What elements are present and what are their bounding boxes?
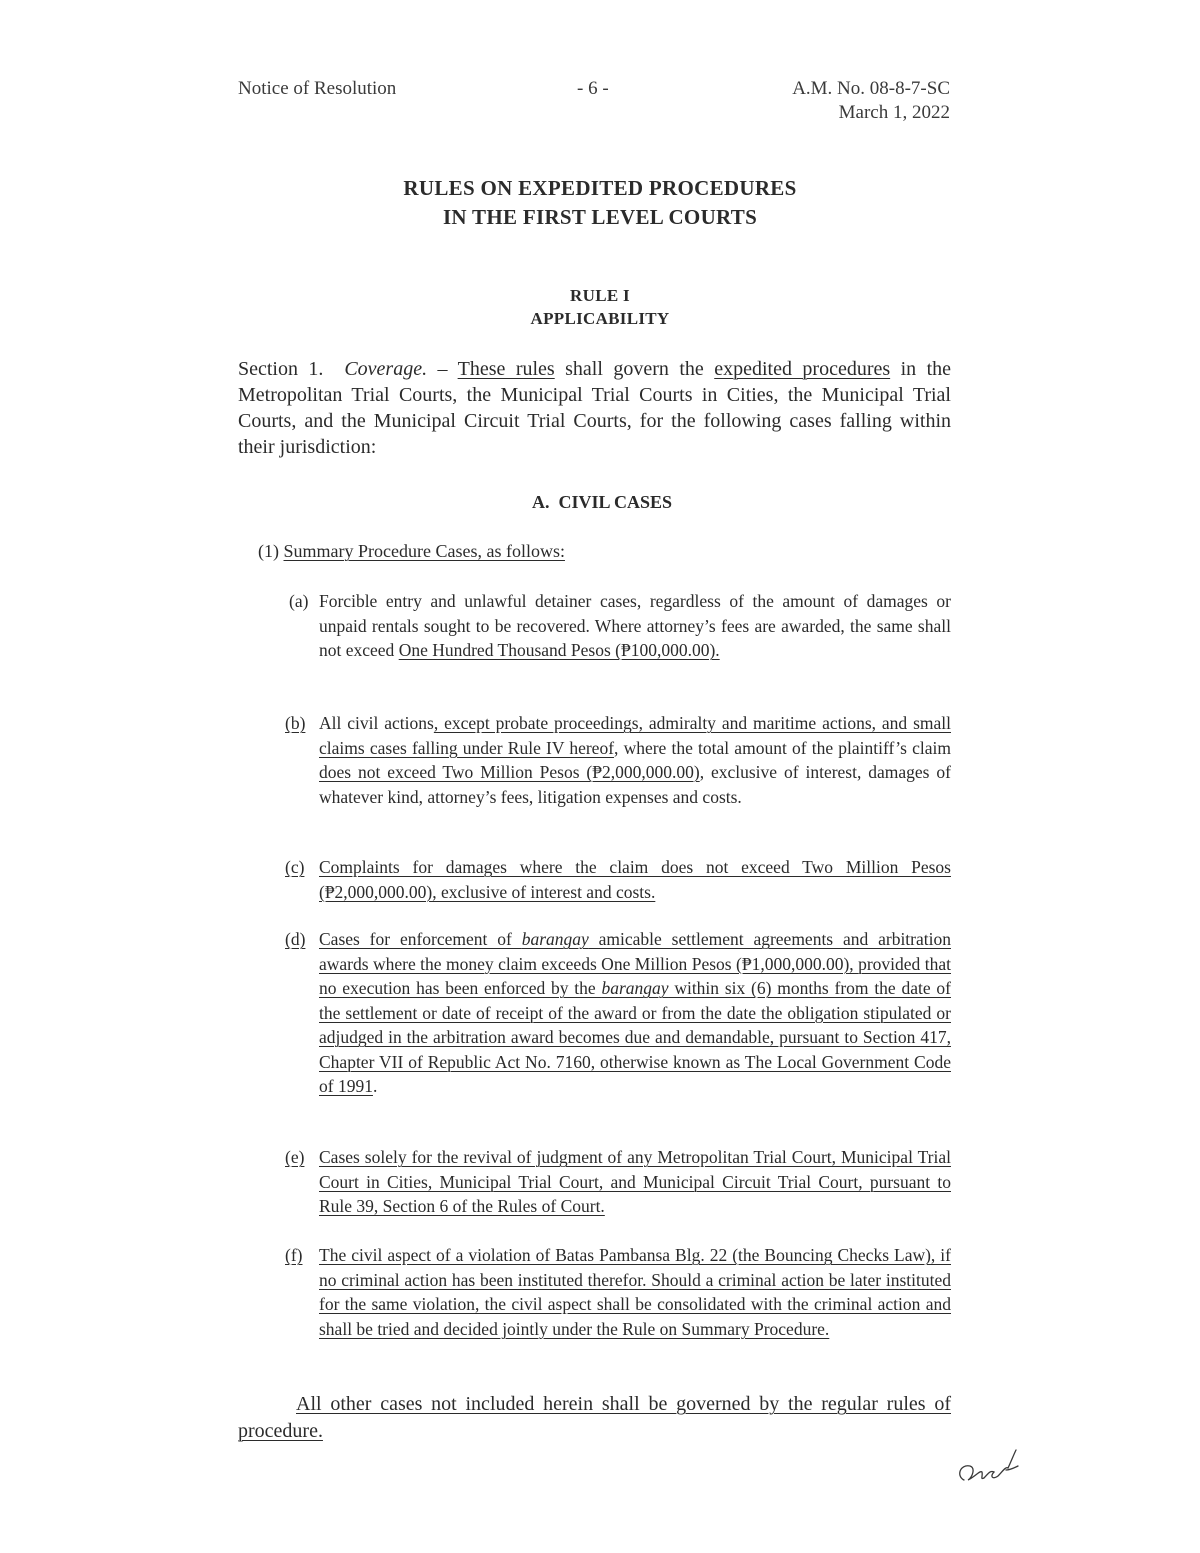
closing-paragraph: [238, 1391, 951, 1445]
section-dash: –: [427, 358, 458, 380]
item-d-label: [285, 927, 305, 952]
item-b-label: [285, 711, 305, 736]
civil-cases-heading: A. CIVIL CASES: [532, 492, 673, 512]
summary-procedure-line: [258, 541, 565, 562]
item-e-label: [285, 1145, 304, 1170]
rule-number: RULE I: [570, 286, 630, 305]
item-b-text-1: All civil actions: [319, 713, 434, 733]
section-text-1: shall govern the: [554, 358, 715, 380]
item-f: [319, 1243, 951, 1341]
item-b-text-3: , exclusive of interest, damages of whatever kind, attorney’s fees, litigation expenses and costs.: [319, 762, 951, 807]
resolution-date: March 1, 2022: [838, 102, 950, 123]
item-b-label-text: (b): [285, 713, 306, 733]
item-e: [319, 1145, 951, 1219]
section-text-underlined-2: expedited procedures: [714, 358, 891, 380]
section-heading: Coverage.: [344, 358, 428, 380]
section-text-underlined-1: These rules: [457, 358, 555, 380]
item-d-label-text: (d): [285, 929, 306, 949]
initials-stroke: [960, 1450, 1018, 1480]
item-c-underlined: Complaints for damages where the claim does not exceed Two Million Pesos (₱2,000,000.00), exclusive of interest and costs.: [319, 857, 951, 902]
item-d: [319, 927, 951, 1099]
item-a-text: Forcible entry and unlawful detainer cases, regardless of the amount of damages or unpaid rentals sought to be recovered. Where attorney’s fees are awarded, the same shall not exceed: [319, 591, 951, 660]
item-d-underlined-2: amicable settlement agreements and arbitration awards where the money claim exceeds One Million Pesos (₱1,000,000.00), provided that no execution has been enforced by the: [319, 929, 951, 998]
item-c: [319, 855, 951, 904]
item-a-underlined: One Hundred Thousand Pesos (₱100,000.00).: [398, 640, 720, 660]
handwritten-initials: [950, 1440, 1030, 1495]
item-d-italic-1: barangay: [521, 929, 589, 949]
item-e-label-text: (e): [285, 1147, 305, 1167]
item-b: [319, 711, 951, 809]
item-d-underlined-3: within six (6) months from the date of the settlement or date of receipt of the award or from the date the obligation stipulated or adjudged in the arbitration award becomes due and demandable, pursuant to Section 417, Chapter VII of Republic Act No. 7160, otherwise known as The Local Government Code of 1991: [319, 978, 951, 1096]
item-d-underlined-1: Cases for enforcement of: [319, 929, 522, 949]
item-a-label: (a): [289, 591, 309, 611]
item-c-label-text: (c): [285, 857, 305, 877]
section-label: Section 1.: [238, 358, 324, 380]
item-c-label: [285, 855, 304, 880]
title-line-2: IN THE FIRST LEVEL COURTS: [442, 205, 758, 229]
item-f-label: [285, 1243, 302, 1268]
item-b-text-2: , where the total amount of the plaintiff’s claim: [614, 737, 951, 758]
page-number: - 6 -: [577, 78, 609, 99]
summary-number: (1): [258, 541, 284, 561]
item-b-underlined-2: does not exceed Two Million Pesos (₱2,000,000.00): [319, 762, 700, 782]
item-e-underlined: Cases solely for the revival of judgment of any Metropolitan Trial Court, Municipal Trial Court in Cities, Municipal Trial Court, and Municipal Circuit Trial Court, pursuant to Rule 39, Section 6 of the Rules of Court.: [319, 1147, 951, 1216]
item-f-label-text: (f): [285, 1245, 303, 1265]
rule-name: APPLICABILITY: [530, 309, 670, 328]
title-line-1: RULES ON EXPEDITED PROCEDURES: [403, 176, 797, 200]
item-f-underlined: The civil aspect of a violation of Batas Pambansa Blg. 22 (the Bouncing Checks Law), if no criminal action has been instituted therefor. Should a criminal action be later instituted for the same violation, the civil aspect shall be consolidated with the criminal action and shall be tried and decided jointly under the Rule on Summary Procedure.: [319, 1245, 951, 1339]
section-1: [238, 356, 951, 460]
header-left: Notice of Resolution: [238, 78, 397, 99]
case-number: A.M. No. 08-8-7-SC: [792, 78, 950, 99]
item-b-underlined-1: , except probate proceedings, admiralty and maritime actions, and small claims cases falling under Rule IV hereof: [319, 713, 951, 758]
section-text-2: in the Metropolitan Trial Courts, the Municipal Trial Courts in Cities, the Municipal Trial Courts, and the Municipal Circuit Trial Courts, for the following cases falling within their jurisdiction:: [238, 358, 952, 458]
closing-text: All other cases not included herein shall be governed by the regular rules of procedure.: [238, 1393, 951, 1442]
summary-heading: Summary Procedure Cases, as follows:: [283, 541, 565, 561]
item-d-period: .: [372, 1076, 378, 1096]
item-d-italic-2: barangay: [601, 978, 669, 998]
item-a: [319, 589, 951, 663]
